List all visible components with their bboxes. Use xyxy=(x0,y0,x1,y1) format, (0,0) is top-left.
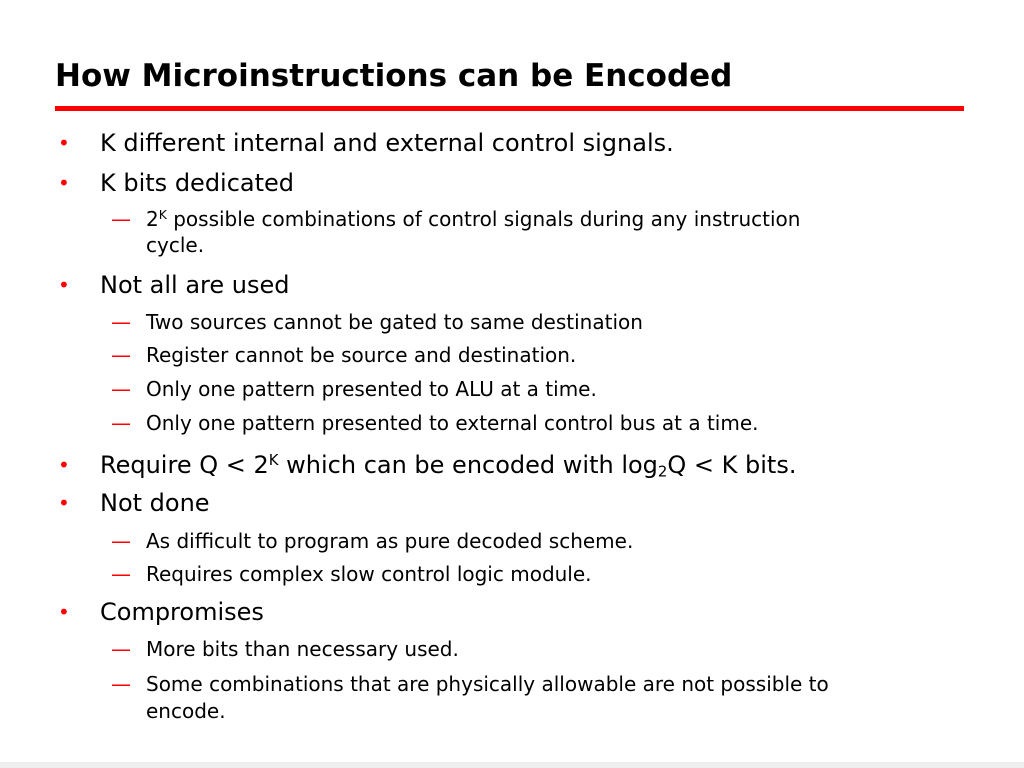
dash-icon: — xyxy=(111,562,131,586)
require-text: Require Q < 2 xyxy=(100,451,269,479)
bullet-item-2: K bits dedicated xyxy=(100,169,295,197)
dash-icon: — xyxy=(111,672,131,696)
sub-item: More bits than necessary used. xyxy=(146,637,459,661)
bits-text: Q < K bits. xyxy=(667,451,797,479)
dash-icon: — xyxy=(111,377,131,401)
sub-item: Requires complex slow control logic module. xyxy=(146,562,592,586)
bullet-item-3: Not all are used xyxy=(100,271,290,299)
sub-item: Two sources cannot be gated to same destination xyxy=(146,310,643,334)
footer-strip xyxy=(0,762,1024,768)
encoded-text: which can be encoded with log xyxy=(278,451,658,479)
sub-item: Only one pattern presented to ALU at a time. xyxy=(146,377,597,401)
dash-icon: — xyxy=(111,637,131,661)
bullet-icon: • xyxy=(58,491,70,515)
sub-item: As difficult to program as pure decoded scheme. xyxy=(146,529,634,553)
base-2: 2 xyxy=(146,207,159,231)
bullet-icon: • xyxy=(58,171,70,195)
slide-title: How Microinstructions can be Encoded xyxy=(55,58,733,94)
subscript-2: 2 xyxy=(657,462,668,481)
sub-item-combinations xyxy=(146,206,800,232)
bullet-item-5: Not done xyxy=(100,489,210,517)
sub-item-combinations-continued: cycle. xyxy=(146,233,205,257)
dash-icon: — xyxy=(111,207,131,231)
bullet-icon: • xyxy=(58,273,70,297)
sub-item: Only one pattern presented to external control bus at a time. xyxy=(146,411,759,435)
dash-icon: — xyxy=(111,343,131,367)
dash-icon: — xyxy=(111,310,131,334)
sub-item-continued: encode. xyxy=(146,699,226,723)
bullet-icon: • xyxy=(58,600,70,624)
bullet-item-4 xyxy=(100,449,796,481)
bullet-icon: • xyxy=(58,453,70,477)
sub-item: Some combinations that are physically allowable are not possible to xyxy=(146,672,829,696)
bullet-item-6: Compromises xyxy=(100,598,264,626)
title-underline xyxy=(55,106,964,111)
dash-icon: — xyxy=(111,411,131,435)
superscript-k: K xyxy=(268,450,279,469)
combinations-text: possible combinations of control signals during any instruction xyxy=(166,207,801,231)
bullet-item-1: K different internal and external control signals. xyxy=(100,129,674,157)
superscript-k: K xyxy=(158,207,167,223)
dash-icon: — xyxy=(111,529,131,553)
bullet-icon: • xyxy=(58,131,70,155)
sub-item: Register cannot be source and destination. xyxy=(146,343,577,367)
